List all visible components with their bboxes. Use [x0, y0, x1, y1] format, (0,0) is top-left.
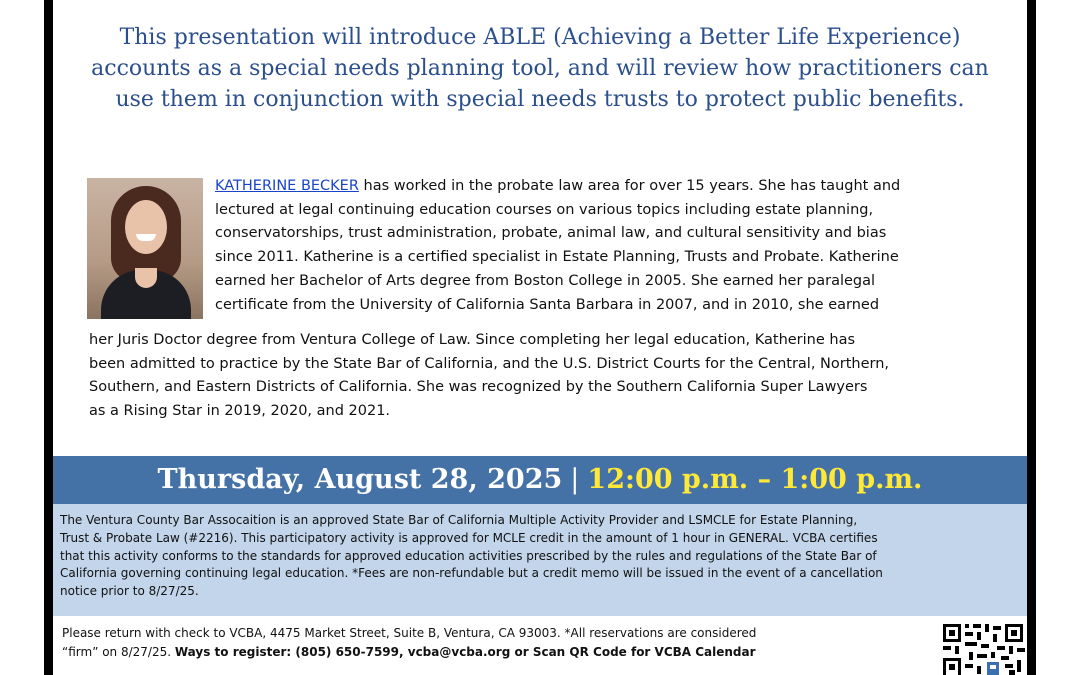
speaker-photo [87, 178, 203, 319]
ways-to-register[interactable]: Ways to register: (805) 650-7599, vcba@vcba.org or Scan QR Code for VCBA Calendar [174, 645, 756, 659]
credit-line: Trust & Probate Law (#2216). This participatory activity is approved for MCLE credit in the amount of 1 hour in GENERAL. VCBA certifies [60, 530, 878, 545]
bio-line [215, 175, 900, 199]
event-time: 12:00 p.m. – 1:00 p.m. [587, 464, 923, 495]
bio-line: certificate from the University of California Santa Barbara in 2007, and in 2010, she earned [215, 296, 880, 313]
credit-line: notice prior to 8/27/25. [60, 584, 199, 599]
event-date-band [53, 456, 1027, 504]
mcle-credit-text [60, 512, 1024, 601]
registration-firm-note: “firm” on 8/27/25. [62, 645, 175, 659]
speaker-bio-full [89, 329, 889, 424]
registration-line: Please return with check to VCBA, 4475 Market Street, Suite B, Ventura, CA 93003. *All reservations are considered [62, 626, 757, 640]
speaker-bio-side [215, 175, 900, 317]
mcle-credit-box [53, 504, 1027, 616]
bio-line: earned her Bachelor of Arts degree from Boston College in 2005. She earned her paralegal [215, 272, 876, 289]
bio-line: lectured at legal continuing education courses on various topics including estate planning, [215, 201, 874, 218]
credit-line: The Ventura County Bar Assocaition is an approved State Bar of California Multiple Activity Provider and LSMCLE for Estate Planning, [60, 513, 858, 527]
event-date: Thursday, August 28, 2025 [157, 464, 563, 495]
credit-line: that this activity conforms to the standards for approved education activities prescribed by the rules and regulations of the State Bar of [60, 548, 877, 563]
qr-code-icon[interactable] [941, 622, 1027, 675]
bio-line: as a Rising Star in 2019, 2020, and 2021. [89, 403, 391, 420]
intro-paragraph [53, 22, 1027, 115]
registration-line [62, 643, 932, 662]
bio-line: Southern, and Eastern Districts of California. She was recognized by the Southern California Super Lawyers [89, 379, 868, 396]
speaker-name-link[interactable]: KATHERINE BECKER [215, 178, 359, 194]
intro-line: use them in conjunction with special needs trusts to protect public benefits. [115, 87, 965, 112]
intro-line: This presentation will introduce ABLE (Achieving a Better Life Experience) [119, 25, 961, 50]
bio-line: her Juris Doctor degree from Ventura College of Law. Since completing her legal education, Katherine has [89, 332, 856, 348]
bio-line-rest: has worked in the probate law area for over 15 years. She has taught and [358, 178, 901, 194]
date-time-separator: | [570, 464, 580, 495]
bio-line: been admitted to practice by the State Bar of California, and the U.S. District Courts for the Central, Northern, [89, 355, 890, 372]
bio-line: since 2011. Katherine is a certified specialist in Estate Planning, Trusts and Probate. Katherine [215, 249, 899, 266]
credit-line: California governing continuing legal education. *Fees are non-refundable but a credit memo will be issued in the event of a cancellation [60, 566, 883, 581]
registration-info [62, 624, 932, 662]
intro-line: accounts as a special needs planning tool, and will review how practitioners can [91, 56, 989, 81]
flyer-frame [44, 0, 1036, 675]
bio-line: conservatorships, trust administration, probate, animal law, and cultural sensitivity and bias [215, 225, 887, 242]
flyer-page [53, 0, 1027, 675]
